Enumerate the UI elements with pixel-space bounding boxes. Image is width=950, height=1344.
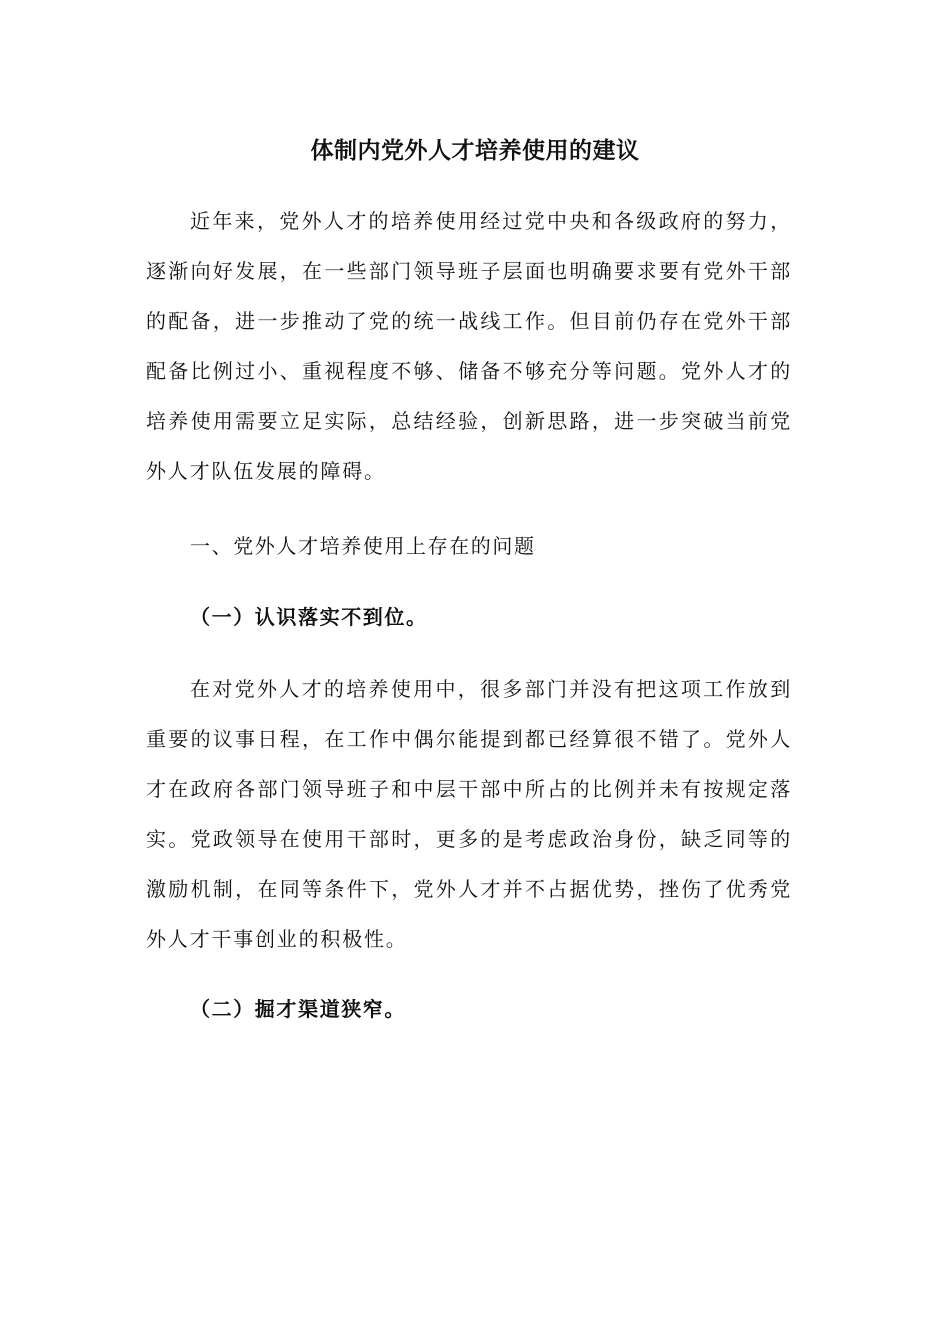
section-heading-problems: 一、党外人才培养使用上存在的问题: [190, 534, 536, 558]
subsection-heading-awareness: （一）认识落实不到位。: [190, 605, 428, 629]
intro-paragraph: 近年来，党外人才的培养使用经过党中央和各级政府的努力，逐渐向好发展，在一些部门领导班子层面也明确要求要有党外干部的配备，进一步推动了党的统一战线工作。但目前仍存在党外干部配备比例过小、重视程度不够、储备不够充分等问题。党外人才的培养使用需要立足实际，总结经验，创新思路，进一步突破当前党外人才队伍发展的障碍。: [146, 209, 792, 483]
document-title: 体制内党外人才培养使用的建议: [310, 137, 640, 164]
subsection-paragraph-awareness: 在对党外人才的培养使用中，很多部门并没有把这项工作放到重要的议事日程，在工作中偶尔能提到都已经算很不错了。党外人才在政府各部门领导班子和中层干部中所占的比例并未有按规定落实。党政领导在使用干部时，更多的是考虑政治身份，缺乏同等的激励机制，在同等条件下，党外人才并不占据优势，挫伤了优秀党外人才干事创业的积极性。: [146, 677, 792, 951]
subsection-heading-channels: （二）掘才渠道狭窄。: [190, 997, 406, 1021]
